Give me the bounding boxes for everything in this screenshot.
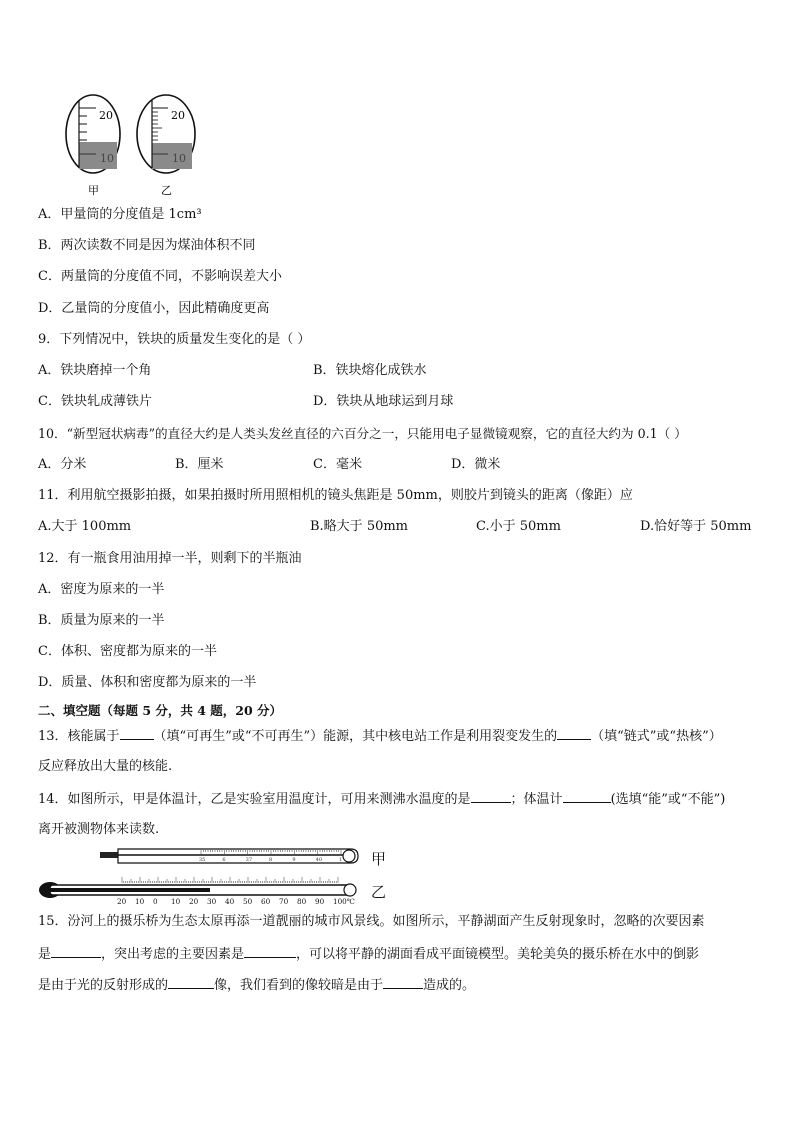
- q14-text-2: ；体温计: [510, 792, 563, 807]
- clinical-scale-label: 37: [245, 857, 253, 863]
- q14-text-1: 14．如图所示，甲是体温计，乙是实验室用温度计，可用来测沸水温度的是: [38, 792, 471, 807]
- q13-blank-1[interactable]: [120, 727, 154, 740]
- q15-text-6: 像，我们看到的像较暗是由于: [214, 978, 384, 993]
- lab-scale-label: 100℃: [333, 897, 355, 906]
- graduated-cylinders-figure: [62, 94, 232, 198]
- q15-line-2: [38, 945, 699, 964]
- q15-blank-3[interactable]: [168, 976, 214, 989]
- q14-text-3: (选填“能”或“不能”): [610, 792, 726, 807]
- q15-blank-4[interactable]: [383, 976, 423, 989]
- q11-option-d: D.恰好等于 50mm: [640, 519, 752, 534]
- q13-blank-2[interactable]: [557, 727, 591, 740]
- lab-scale-label: 90: [315, 897, 325, 906]
- q11-stem: 11．利用航空摄影拍摄，如果拍摄时所用照相机的镜头焦距是 50mm，则胶片到镜头的距离（像距）应: [38, 488, 633, 503]
- q11-option-b: B.略大于 50mm: [310, 519, 409, 534]
- q15-text-4: ，可以将平静的湖面看成平面镜模型。美轮美奂的摄乐桥在水中的倒影: [296, 947, 700, 962]
- q13-text-1: 13．核能属于: [38, 729, 120, 744]
- q11-option-a: A.大于 100mm: [38, 519, 132, 534]
- clinical-scale-label: 40: [315, 857, 323, 863]
- q9-stem: 9．下列情况中，铁块的质量发生变化的是（ ）: [38, 332, 311, 347]
- q9-option-a: A．铁块磨掉一个角: [38, 363, 152, 378]
- q8-option-a: A．甲量筒的分度值是 1cm³: [38, 207, 202, 222]
- q10-stem: 10．“新型冠状病毒”的直径大约是人类头发丝直径的六百分之一，只能用电子显微镜观察，它的直径大约为 0.1（ ）: [38, 426, 687, 441]
- q10-option-d: D．微米: [451, 457, 501, 472]
- q12-option-a: A．密度为原来的一半: [38, 582, 165, 597]
- thermometers-figure: [36, 842, 396, 906]
- cylinder-yi-caption: 乙: [161, 184, 172, 197]
- lab-scale-label: 30: [207, 897, 217, 906]
- cylinder-jia-caption: 甲: [88, 184, 99, 197]
- cylinder-jia-tick-20: 20: [99, 109, 113, 122]
- q14-blank-1[interactable]: [471, 790, 511, 803]
- clinical-scale-label: 6: [222, 857, 226, 863]
- lab-scale-label: 20: [189, 897, 199, 906]
- q11-option-c: C.小于 50mm: [476, 519, 561, 534]
- lab-scale-label: 70: [279, 897, 289, 906]
- q15-line-1: 15．汾河上的摄乐桥为生态太原再添一道靓丽的城市风景线。如图所示，平静湖面产生反射现象时，忽略的次要因素: [38, 914, 705, 929]
- q10-option-b: B．厘米: [175, 457, 224, 472]
- cylinder-yi-tick-20: 20: [171, 109, 185, 122]
- clinical-scale-label: 9: [292, 857, 296, 863]
- q14-line-2: 离开被测物体来读数.: [38, 822, 160, 837]
- lab-scale-label: 40: [225, 897, 235, 906]
- section-2-title: 二、填空题（每题 5 分，共 4 题，20 分）: [38, 703, 283, 718]
- q9-option-d: D．铁块从地球运到月球: [313, 394, 454, 409]
- q15-text-2: 是: [38, 947, 52, 962]
- q9-option-b: B．铁块熔化成铁水: [313, 363, 427, 378]
- q12-option-b: B．质量为原来的一半: [38, 613, 165, 628]
- cylinder-yi-tick-10: 10: [172, 152, 186, 165]
- lab-scale-label: 10: [135, 897, 145, 906]
- cylinder-jia-tick-10: 10: [100, 152, 114, 165]
- lab-scale-label: 20: [117, 897, 127, 906]
- q15-text-5: 是由于光的反射形成的: [38, 978, 169, 993]
- lab-scale-label: 50: [243, 897, 253, 906]
- q15-line-3: [38, 976, 475, 995]
- lab-scale-label: 10: [171, 897, 181, 906]
- q9-option-c: C．铁块轧成薄铁片: [38, 394, 152, 409]
- clinical-thermometer: [100, 849, 358, 863]
- clinical-scale-label: 35: [199, 857, 206, 863]
- lab-scale-label: 60: [261, 897, 271, 906]
- q15-blank-1[interactable]: [51, 945, 101, 958]
- lab-thermometer: [39, 877, 356, 906]
- clinical-scale-label: 8: [269, 857, 273, 863]
- q15-blank-2[interactable]: [244, 945, 296, 958]
- q13-text-2: （填“可再生”或“不可再生”）能源，其中核电站工作是利用裂变发生的: [153, 729, 558, 744]
- thermometer-label-yi: 乙: [371, 883, 387, 901]
- q12-stem: 12．有一瓶食用油用掉一半，则剩下的半瓶油: [38, 551, 302, 566]
- cylinder-jia: [66, 95, 120, 197]
- q15-text-7: 造成的。: [423, 978, 476, 993]
- q10-option-a: A．分米: [38, 457, 87, 472]
- q13-line-2: 反应释放出大量的核能.: [38, 759, 173, 774]
- thermometer-label-jia: 甲: [371, 850, 387, 868]
- q8-option-c: C．两量筒的分度值不同，不影响误差大小: [38, 269, 282, 284]
- q8-option-b: B．两次读数不同是因为煤油体积不同: [38, 238, 256, 253]
- q13-text-3: （填“链式”或“热核”）: [591, 729, 722, 744]
- q13-line-1: [38, 727, 722, 746]
- cylinder-yi: [137, 95, 195, 197]
- q12-option-c: C．体积、密度都为原来的一半: [38, 644, 217, 659]
- q8-option-d: D．乙量筒的分度值小，因此精确度更高: [38, 301, 270, 316]
- lab-scale-label: 0: [153, 897, 158, 906]
- q15-text-3: ，突出考虑的主要因素是: [101, 947, 245, 962]
- clinical-scale-label: 1: [339, 857, 343, 863]
- q14-line-1: [38, 790, 725, 809]
- q12-option-d: D．质量、体积和密度都为原来的一半: [38, 675, 257, 690]
- q14-blank-2[interactable]: [563, 790, 611, 803]
- lab-scale-label: 80: [297, 897, 307, 906]
- q10-option-c: C．毫米: [313, 457, 362, 472]
